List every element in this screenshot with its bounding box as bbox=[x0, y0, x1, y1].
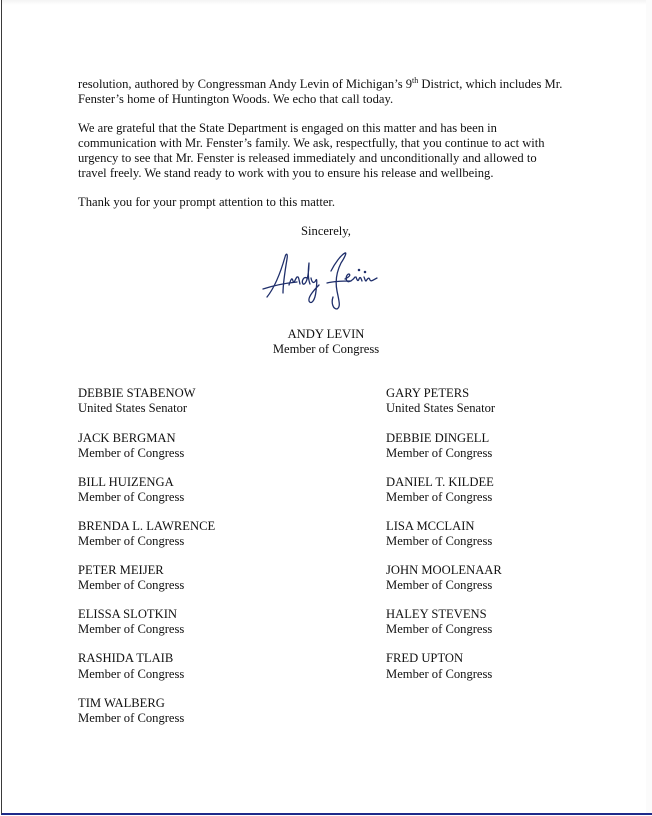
signatory-title: Member of Congress bbox=[78, 667, 185, 681]
signatory-title: Member of Congress bbox=[78, 446, 185, 460]
page-right-edge bbox=[646, 0, 652, 813]
signatory-title: Member of Congress bbox=[78, 490, 185, 504]
ordinal-superscript: th bbox=[412, 76, 419, 85]
signatory-name: LISA MCCLAIN bbox=[386, 519, 475, 533]
signatory-name: DEBBIE STABENOW bbox=[78, 386, 196, 400]
signatory-title: United States Senator bbox=[386, 401, 496, 415]
signature-area bbox=[0, 245, 652, 315]
lead-signer-title: Member of Congress bbox=[272, 342, 380, 356]
signatory-name: RASHIDA TLAIB bbox=[78, 651, 174, 665]
signatory-title: Member of Congress bbox=[78, 578, 185, 592]
signatory-name: PETER MEIJER bbox=[78, 563, 164, 577]
signatory-name: DEBBIE DINGELL bbox=[386, 431, 490, 445]
paragraph-2-line-2: communication with Mr. Fenster’s family. We ask, respectfully, that you continue to act with bbox=[78, 136, 545, 150]
signatory-name: JACK BERGMAN bbox=[78, 431, 176, 445]
signatory-title: Member of Congress bbox=[386, 534, 493, 548]
signatory-title: United States Senator bbox=[78, 401, 188, 415]
lead-signer-name: ANDY LEVIN bbox=[287, 327, 365, 341]
signatory-name: BILL HUIZENGA bbox=[78, 475, 174, 489]
page-top-shadow bbox=[2, 0, 652, 5]
signatory-title: Member of Congress bbox=[386, 578, 493, 592]
signatory-title: Member of Congress bbox=[386, 490, 493, 504]
handwritten-signature-icon bbox=[261, 245, 391, 315]
text-segment: District, which includes Mr. bbox=[418, 77, 563, 91]
signatory-title: Member of Congress bbox=[78, 534, 185, 548]
signatory-title: Member of Congress bbox=[78, 622, 185, 636]
signatory-name: FRED UPTON bbox=[386, 651, 464, 665]
signatory-name: ELISSA SLOTKIN bbox=[78, 607, 178, 621]
signatory-name: HALEY STEVENS bbox=[386, 607, 487, 621]
signatory-name: GARY PETERS bbox=[386, 386, 470, 400]
signatory-name: TIM WALBERG bbox=[78, 696, 165, 710]
signatory-name: BRENDA L. LAWRENCE bbox=[78, 519, 216, 533]
closing-salutation: Sincerely, bbox=[301, 224, 351, 238]
paragraph-2-line-4: travel freely. We stand ready to work with you to ensure his release and wellbeing. bbox=[78, 166, 494, 180]
signatory-name: JOHN MOOLENAAR bbox=[386, 563, 502, 577]
signatory-title: Member of Congress bbox=[386, 446, 493, 460]
signatory-title: Member of Congress bbox=[386, 667, 493, 681]
paragraph-1-line-2: Fenster’s home of Huntington Woods. We echo that call today. bbox=[78, 92, 394, 106]
signatory-name: DANIEL T. KILDEE bbox=[386, 475, 494, 489]
paragraph-3: Thank you for your prompt attention to this matter. bbox=[78, 195, 336, 209]
signatory-title: Member of Congress bbox=[78, 711, 185, 725]
text-segment: resolution, authored by Congressman Andy Levin of Michigan’s 9 bbox=[78, 77, 413, 91]
paragraph-1-line-1 bbox=[78, 77, 562, 92]
paragraph-2-line-3: urgency to see that Mr. Fenster is released immediately and unconditionally and allowed to bbox=[78, 151, 537, 165]
signatory-title: Member of Congress bbox=[386, 622, 493, 636]
paragraph-2-line-1: We are grateful that the State Department is engaged on this matter and has been in bbox=[78, 121, 497, 135]
